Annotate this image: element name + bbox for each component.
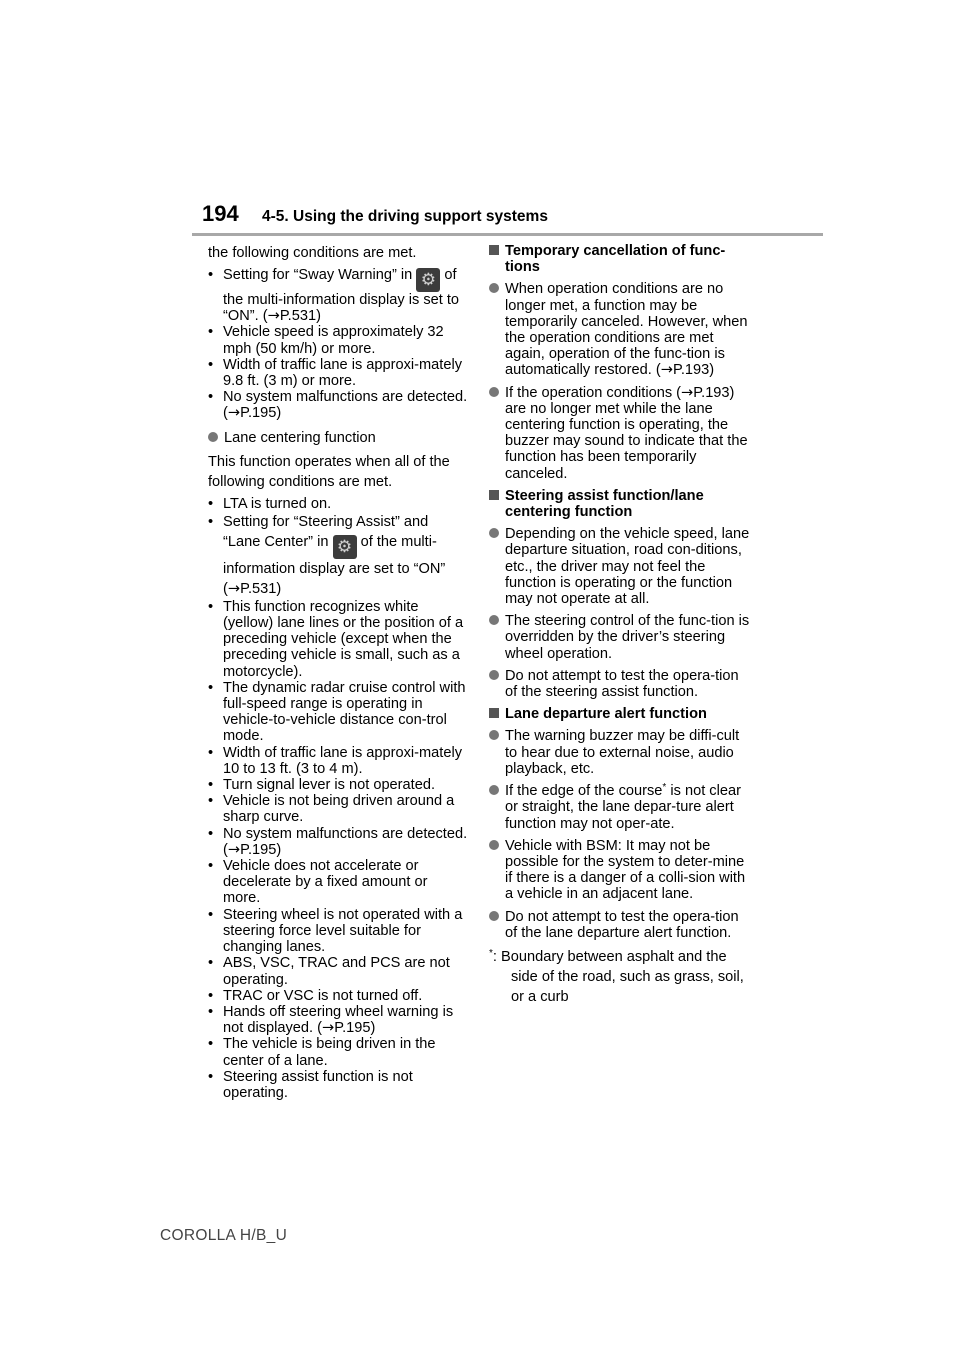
arrow-icon: → (660, 361, 673, 379)
operates-text: This function operates when all of the following conditions are met. (208, 453, 450, 490)
list-item: • Steering assist function is not operating. (208, 1068, 413, 1101)
list-item: Do not attempt to test the opera-tion of the lane departure alert function. (489, 909, 754, 941)
steering-assist-heading: Steering assist function/lane centering function (489, 488, 754, 520)
page-header (0, 0, 960, 240)
bullet-dot-icon (489, 615, 499, 625)
intro-text: the following conditions are met. (208, 245, 417, 261)
lane-centering-heading: Lane centering function (208, 428, 468, 448)
section-title: 4-5. Using the driving support systems (262, 208, 548, 225)
arrow-icon: → (321, 1019, 335, 1037)
malfunction-item: • No system malfunctions are detected. (→P.195) (208, 389, 468, 422)
square-bullet-icon (489, 490, 499, 500)
footnote-marker: * (489, 947, 493, 959)
list-item: • Width of traffic lane is approxi-mately 10 to 13 ft. (3 to 4 m). (208, 744, 463, 777)
arrow-icon: → (267, 307, 280, 325)
gear-settings-icon: ⚙ (333, 535, 357, 559)
header-rule (192, 233, 823, 236)
bullet-dot-icon (489, 387, 499, 397)
lane-departure-alert-heading: Lane departure alert function (489, 706, 754, 722)
footnote-marker: * (662, 782, 667, 794)
list-item: • Vehicle does not accelerate or decelerate by a fixed amount or more. (208, 858, 428, 907)
list-item: • The dynamic radar cruise control with full-speed range is operating in vehicle-to-vehicle distance con-trol mode. (208, 679, 466, 745)
arrow-icon: → (227, 404, 241, 422)
bullet-dot-icon (489, 283, 499, 293)
list-item: The steering control of the func-tion is overridden by the driver’s steering wheel operation. (489, 613, 754, 662)
list-item: • LTA is turned on. (208, 495, 332, 512)
arrow-icon: → (227, 840, 241, 858)
bullet-dot-icon (489, 785, 499, 795)
list-item: If the edge of the course* is not clear or straight, the lane depar-ture alert function may not oper-ate. (489, 783, 754, 832)
bullet-dot-icon (489, 840, 499, 850)
footer-model: COROLLA H/B_U (160, 1227, 288, 1244)
arrow-icon: → (227, 579, 241, 597)
arrow-icon: → (681, 383, 694, 401)
list-item: • Steering wheel is not operated with a steering force level suitable for changing lanes. (208, 906, 463, 956)
bullet-dot-icon (489, 528, 499, 538)
bullet-dot-icon (489, 670, 499, 680)
list-item: • Vehicle is not being driven around a sharp curve. (208, 793, 455, 826)
list-item: • This function recognizes white (yellow) lane lines or the position of a preceding vehicle (except when the preceding vehicle is small, such as a motorcycle). (208, 598, 464, 680)
page-number: 194 (202, 201, 239, 226)
sway-warning-item: • Setting for “Sway Warning” in ⚙ of the multi-information display is set to “ON”. (→P.531) (208, 267, 460, 325)
left-column (208, 243, 468, 1101)
list-item: The warning buzzer may be diffi-cult to hear due to external noise, audio playback, etc. (489, 728, 754, 777)
list-item: • Width of traffic lane is approxi-mately 9.8 ft. (3 m) or more. (208, 356, 463, 390)
gear-settings-icon: ⚙ (416, 268, 440, 292)
list-item: • Vehicle speed is approximately 32 mph (50 km/h) or more. (208, 324, 444, 357)
malfunction-item: • No system malfunctions are detected. (→P.195) (208, 825, 468, 858)
list-item: Do not attempt to test the opera-tion of the steering assist function. (489, 668, 754, 700)
bullet-dot-icon (208, 432, 218, 442)
list-bullet: • (208, 267, 214, 283)
footnote: *: Boundary between asphalt and the side of the road, such as grass, soil, or a curb (489, 947, 744, 1005)
list-item: • ABS, VSC, TRAC and PCS are not operating. (208, 955, 450, 988)
bullet-dot-icon (489, 730, 499, 740)
list-item: Vehicle with BSM: It may not be possible for the system to deter-mine if there is a danger of a colli-sion with a vehicle in an adjacent lane. (489, 838, 754, 903)
bullet-dot-icon (489, 911, 499, 921)
list-item: Depending on the vehicle speed, lane departure situation, road con-ditions, etc., the driver may not feel the function is operating or the function may not operate at all. (489, 526, 754, 607)
steering-assist-setting-item: • Setting for “Steering Assist” and “Lane Center” in ⚙ of the multi-information display are set to “ON” (→P.531) (208, 513, 446, 597)
right-column (489, 243, 754, 1007)
list-item: • Turn signal lever is not operated. (208, 777, 435, 794)
hands-off-item: • Hands off steering wheel warning is not displayed. (→P.195) (208, 1003, 454, 1037)
list-item: • TRAC or VSC is not turned off. (208, 987, 423, 1004)
list-item: If the operation conditions (→P.193) are no longer met while the lane centering function is operating, the buzzer may sound to indicate that the function has been temporarily canceled. (489, 385, 754, 482)
list-item: When operation conditions are no longer met, a function may be temporarily canceled. However, when the operation conditions are met again, operation of the func-tion is automatically restored. (→P.193) (489, 281, 754, 378)
temporary-cancellation-heading: Temporary cancellation of func-tions (489, 243, 754, 275)
square-bullet-icon (489, 245, 499, 255)
square-bullet-icon (489, 708, 499, 718)
list-item: • The vehicle is being driven in the center of a lane. (208, 1036, 436, 1069)
